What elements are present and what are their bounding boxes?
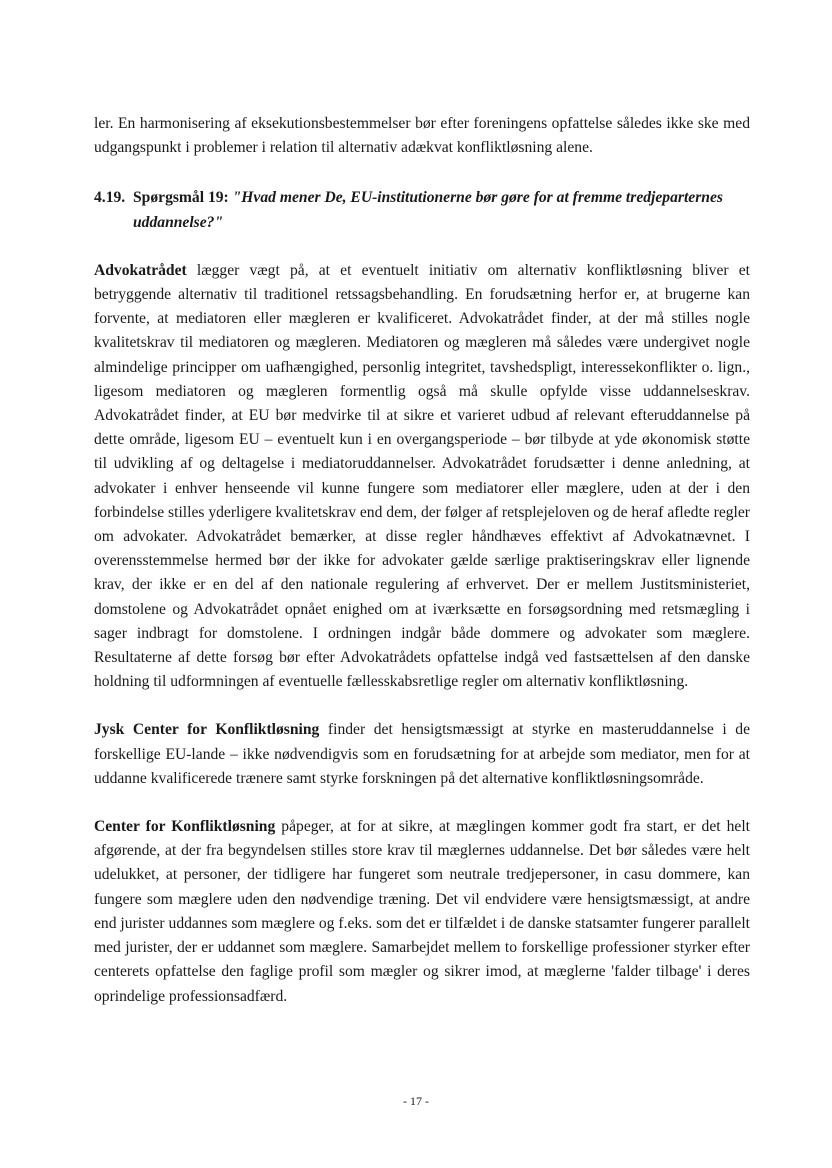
organization-name: Jysk Center for Konfliktløsning [94,721,320,739]
section-heading [94,186,750,234]
page-number: - 17 - [403,1094,429,1108]
paragraph-text: finder det hensigtsmæssigt at styrke en masteruddannelse i de forskellige EU-lande – ikke nødvendigvis som en forudsætning for at arbejde som mediator, men for at uddanne kvalificerede trænere samt styrke forskningen på det alternative konfliktløsningsområde. [94,721,750,787]
section-label: Spørgsmål 19: [133,189,229,207]
organization-name: Center for Konfliktløsning [94,818,276,836]
paragraph-advokatraadet [94,259,750,695]
section-number: 4.19. [94,189,126,207]
paragraph-text: påpeger, at for at sikre, at mæglingen kommer godt fra start, er det helt afgørende, at der fra begyndelsen stilles store krav til mæglernes uddannelse. Det bør således være helt udelukket, at personer, der tidligere har fungeret som neutrale tredjepersoner, in casu dommere, kan fungere som mæglere uden den nødvendige træning. Det vil endvidere være hensigtsmæssigt, at andre end jurister uddannes som mæglere og f.eks. som det er tilfældet i de danske statsamter fungerer parallelt med jurister, der er uddannet som mæglere. Samarbejdet mellem to forskellige professioner styrker efter centerets opfattelse den faglige profil som mægler og sikrer imod, at mæglerne 'falder tilbage' i deres oprindelige professionsadfærd. [94,818,750,1005]
document-page [94,112,750,1033]
organization-name: Advokatrådet [94,261,187,279]
section-question-block [133,186,750,234]
intro-paragraph: ler. En harmonisering af eksekutionsbestemmelser bør efter foreningens opfattelse således ikke ske med udgangspunkt i problemer i relation til alternativ adækvat konfliktløsning alene. [94,115,750,157]
section-question: "Hvad mener De, EU-institutionerne bør gøre for at fremme tredjeparternes uddannelse?" [133,189,723,231]
paragraph-jysk-center [94,718,750,791]
paragraph-center-for-konfliktloesning [94,815,750,1009]
paragraph-text: lægger vægt på, at et eventuelt initiativ om alternativ konfliktløsning bliver et betryggende alternativ til traditionel retssagsbehandling. En forudsætning herfor er, at brugerne kan forvente, at mediatoren eller mægleren er kvalificeret. Advokatrådet finder, at der må stilles nogle kvalitetskrav til mediatoren og mægleren. Mediatoren og mægleren må således være undergivet nogle almindelige principper om uafhængighed, personlig integritet, tavshedspligt, interessekonflikter o. lign., ligesom mediatoren og mægleren formentlig også må skulle opfylde visse uddannelseskrav. Advokatrådet finder, at EU bør medvirke til at sikre et varieret udbud af relevant efteruddannelse på dette område, ligesom EU – eventuelt kun i en overgangsperiode – bør tilbyde at yde økonomisk støtte til udvikling af og deltagelse i mediatoruddannelser. Advokatrådet forudsætter i denne anledning, at advokater i enhver henseende vil kunne fungere som mediatorer eller mæglere, uden at der i den forbindelse stilles yderligere kvalitetskrav end dem, der følger af retsplejeloven og de heraf afledte regler om advokater. Advokatrådet bemærker, at disse regler håndhæves effektivt af Advokatnævnet. I overensstemmelse hermed bør der ikke for advokater gælde særlige praktiseringskrav eller lignende krav, der ikke er en del af den nationale regulering af erhvervet. Der er mellem Justitsministeriet, domstolene og Advokatrådet opnået enighed om at iværksætte en forsøgsordning med retsmægling i sager indbragt for domstolene. I ordningen indgår både dommere og advokater som mæglere. Resultaterne af dette forsøg bør efter Advokatrådets opfattelse indgå ved fastsættelsen af den danske holdning til udformningen af eventuelle fællesskabsretlige regler om alternativ konfliktløsning. [94,261,750,691]
